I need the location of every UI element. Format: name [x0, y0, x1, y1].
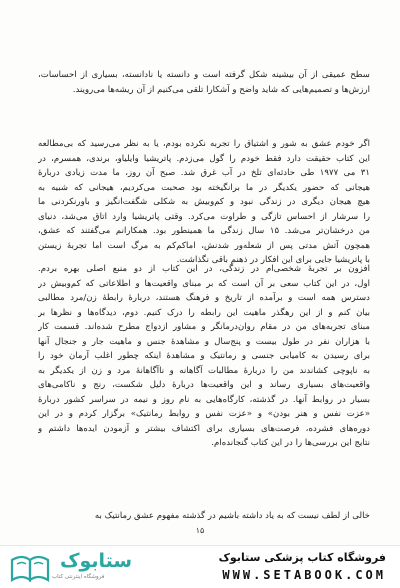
store-url-link[interactable]: WWW.SETABOOK.COM	[222, 568, 386, 582]
text-line: برای رسیدن به کامیابی جنسی و رمانتیک و مشاهدهٔ اینکه چطور اغلب آرمان خود را	[38, 351, 370, 361]
text-line: واقعیت‌های بسیاری رساند و این واقعیت‌ها دربارهٔ دلیل شکست، رنج و ناکامی‌های	[38, 380, 370, 390]
text-line: این کتاب حقیقت دارد فقط خودم را گول می‌زدم. پاتریشیا وایلیاو، برندی، همسرم، در	[38, 153, 370, 164]
paragraph-3	[38, 262, 370, 451]
book-logo-icon	[8, 550, 52, 584]
text-line: من درخشان‌تر می‌شد. ۱۵ سال زندگی ما همینطور بود. همکارانم می‌گفتند که عشق،	[38, 226, 370, 236]
logo-wordmark: ستابوک	[60, 550, 133, 572]
logo-tagline: فروشگاه اینترنتی کتاب	[52, 574, 105, 580]
page-number: ۱۵	[195, 526, 205, 535]
text-line: با پاتریشیا جایی برای این افکار در ذهنم باقی نگذاشت.	[176, 255, 370, 265]
text-line: را سرشار از احساس تازگی و طراوت می‌کرد. وقتی پاتریشیا وارد اتاق می‌شد، دنیای	[38, 211, 370, 222]
text-line: اول، در این کتاب سعی بر آن است که بر مبنای واقعیت‌ها و اطلاعاتی که کم‌وبیش در	[38, 278, 370, 289]
text-line: هیچ هیجان دیگری در زندگی نبود و کم‌وبیش به شکلی شگفت‌انگیز و باورنکردنی ما	[38, 197, 370, 207]
text-line: هیجانی که حضور یکدیگر در ما برانگیخته بود صحبت می‌کردیم، هیجانی که شبیه به	[38, 182, 370, 193]
text-line: دسترس همه است و برآمده از تاریخ و فرهنگ هستند، دربارهٔ رابطهٔ زن/مرد مطالبی	[38, 293, 370, 303]
text-line: نتایج این بررسی‌ها را در این کتاب گنجانده‌ام.	[211, 438, 370, 448]
text-line: همچون آتش مدتی پس از شعله‌ور شدنش، اماکم‌کم به مرگ است اما تجربهٔ زیستن	[38, 240, 370, 251]
text-line: خالی از لطف نیست که به یاد داشته باشیم در گذشته مفهوم عشق رمانتیک به	[94, 511, 370, 521]
text-line: به ناپوچی کشاندند من را دربارهٔ مطالبات آگاهانه و ناآگاهانهٔ مرد و زن از یکدیگر به	[38, 365, 370, 376]
paragraph-1	[38, 68, 370, 97]
store-logo[interactable]	[8, 550, 133, 584]
text-line: بیان کنم و از این رهگذر ماهیت این رابطه را درک کنیم. دوم، دیدگاه‌ها و نظرها بر	[38, 307, 370, 318]
text-line: دوره‌های فشرده، فرصت‌های بسیاری برای اکتشاف بیشتر و آزمودن ایده‌ها داشتم و	[38, 423, 370, 434]
text-line: ارزش‌ها و تصمیم‌هایی که شاید واضح و آشکارا تلقی می‌کنیم از آن ریشه‌ها می‌رویند.	[72, 84, 370, 95]
text-line: سطح عمیقی از آن بیشینه شکل گرفته است و دانسته یا نادانسته، بسیاری از احساسات،	[38, 70, 370, 80]
text-line: اگر خودم عشق به شور و اشتیاق را تجربه نکرده بودم، یا به نظر می‌رسید که بی‌مطالعه	[38, 139, 370, 149]
text-line: مبنای تجربه‌های من در مقام روان‌درمانگر و مشاور ازدواج مطرح شده‌اند. قسمت کار	[38, 322, 370, 332]
text-line: با هزاران نفر در طول بیست و پنج‌سال و مشاهدهٔ جنس و ماهیت جار و جنجال آنها	[38, 336, 370, 347]
text-line: بسیار در روابط آنها. در گذشته، کارگاه‌هایی به نام روز و نیمه در سراسر کشور دربارهٔ	[38, 394, 370, 405]
text-line: «عزت نفس و هنر بودن» و «عزت نفس و روابط رمانتیک» برگزار کردم و در این	[38, 409, 370, 419]
text-line: ۳۱ می ۱۹۷۷ طی حادثه‌ای تلخ در آب غرق شد. صبح آن روز، ما مدت زیادی دربارهٔ	[38, 168, 370, 178]
text-line: افزون بر تجربهٔ شخصی‌ام در زندگی، در این کتاب از دو منبع اصلی بهره بردم.	[38, 264, 370, 274]
paragraph-2	[38, 137, 370, 268]
store-footer	[0, 545, 400, 588]
paragraph-4	[38, 509, 370, 524]
store-name: فروشگاه کتاب پزشکی ستابوک	[218, 551, 386, 564]
